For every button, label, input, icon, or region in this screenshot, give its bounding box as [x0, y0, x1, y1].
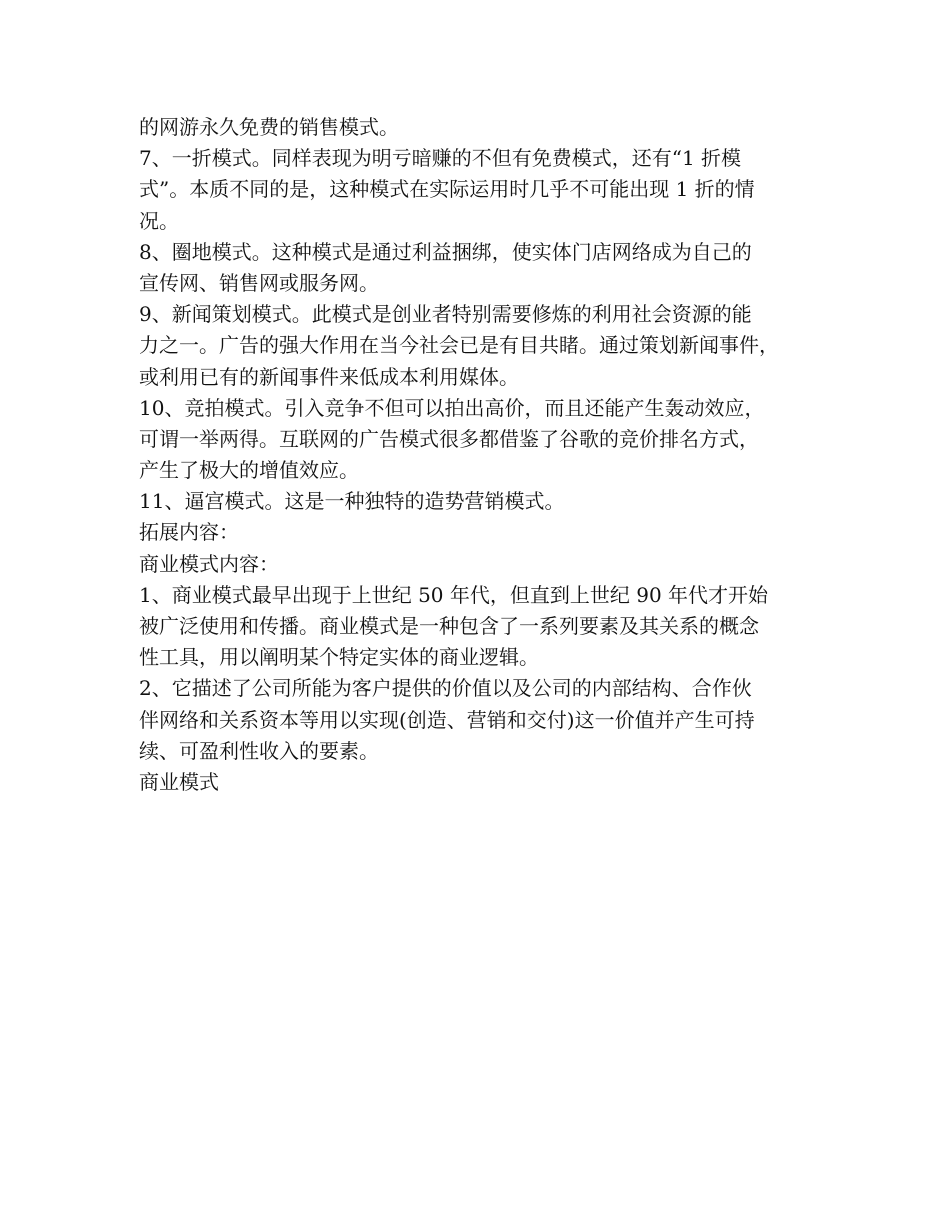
text-line: 式”。本质不同的是，这种模式在实际运用时几乎不可能出现 1 折的情	[139, 177, 755, 202]
text-line: 力之一。广告的强大作用在当今社会已是有目共睹。通过策划新闻事件，	[139, 333, 779, 358]
text-line: 的网游永久免费的销售模式。	[139, 115, 399, 139]
text-line: 2、它描述了公司所能为客户提供的价值以及公司的内部结构、合作伙	[139, 676, 752, 701]
text-line: 宣传网、销售网或服务网。	[139, 270, 379, 295]
text-line: 7、一折模式。同样表现为明亏暗赚的不但有免费模式，还有“1 折模	[139, 146, 742, 171]
text-line: 被广泛使用和传播。商业模式是一种包含了一系列要素及其关系的概念	[139, 614, 759, 638]
text-line: 可谓一举两得。互联网的广告模式很多都借鉴了谷歌的竞价排名方式，	[139, 426, 759, 451]
text-line: 性工具，用以阐明某个特定实体的商业逻辑。	[139, 645, 539, 670]
section-heading: 商业模式	[139, 769, 219, 794]
text-line: 况。	[139, 208, 179, 233]
document-body	[139, 112, 839, 798]
section-heading: 商业模式内容：	[139, 551, 279, 576]
text-line: 1、商业模式最早出现于上世纪 50 年代，但直到上世纪 90 年代才开始	[139, 582, 769, 607]
text-line: 产生了极大的增值效应。	[139, 458, 359, 483]
text-line: 9、新闻策划模式。此模式是创业者特别需要修炼的利用社会资源的能	[139, 302, 752, 327]
text-line: 8、圈地模式。这种模式是通过利益捆绑，使实体门店网络成为自己的	[139, 239, 752, 264]
text-line: 或利用已有的新闻事件来低成本利用媒体。	[139, 364, 519, 389]
text-line: 伴网络和关系资本等用以实现(创造、营销和交付)这一价值并产生可持	[139, 707, 755, 732]
text-line: 11、逼宫模式。这是一种独特的造势营销模式。	[139, 489, 565, 514]
text-line: 续、可盈利性收入的要素。	[139, 738, 379, 763]
text-line: 10、竞拍模式。引入竞争不但可以拍出高价，而且还能产生轰动效应，	[139, 395, 765, 420]
section-heading: 拓展内容：	[139, 520, 239, 545]
